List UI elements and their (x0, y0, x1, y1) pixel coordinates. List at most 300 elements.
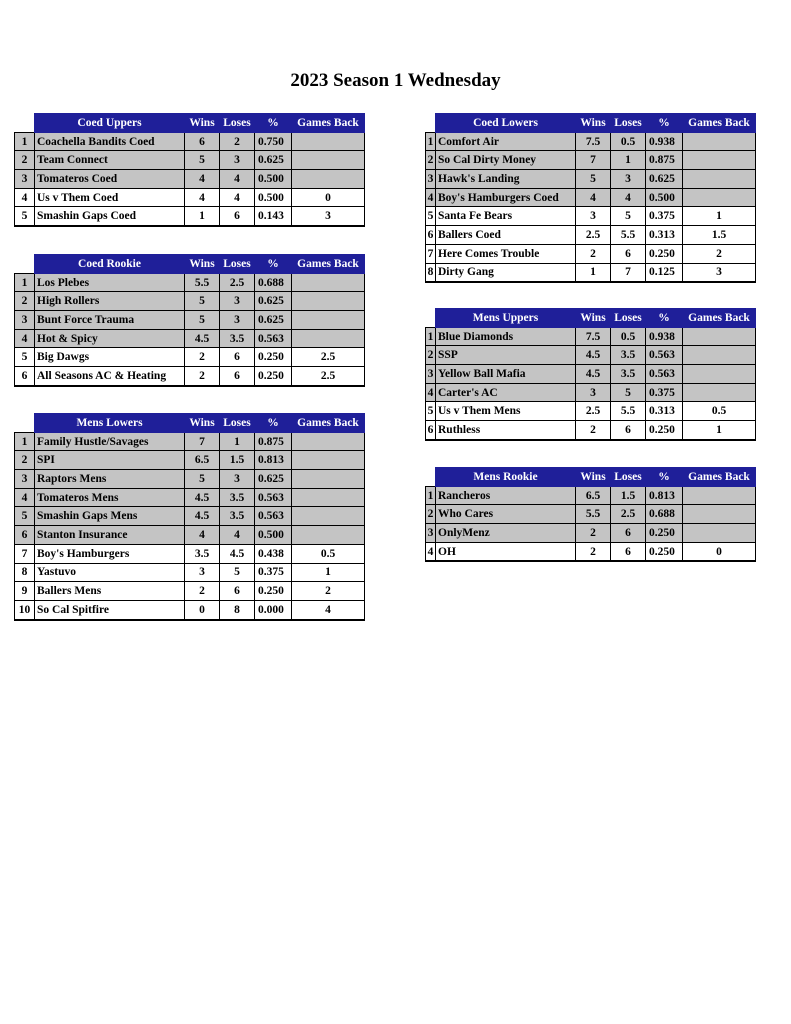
rank-cell: 5 (15, 207, 35, 226)
rank-cell: 9 (15, 582, 35, 601)
games-back-cell: 3 (683, 263, 756, 282)
table-row (15, 544, 365, 563)
header-row (426, 309, 756, 328)
team-name-cell: Family Hustle/Savages (35, 432, 185, 451)
pct-cell: 0.313 (646, 226, 683, 245)
pct-header: % (646, 114, 683, 133)
team-name-cell: Coachella Bandits Coed (35, 132, 185, 151)
standings-coed-uppers (14, 113, 365, 227)
rank-cell: 7 (15, 544, 35, 563)
team-name-cell: Smashin Gaps Mens (35, 507, 185, 526)
pct-cell: 0.625 (255, 292, 292, 311)
table-row (426, 542, 756, 561)
team-name-cell: Smashin Gaps Coed (35, 207, 185, 226)
pct-cell: 0.143 (255, 207, 292, 226)
rank-cell: 1 (15, 273, 35, 292)
loses-cell: 3 (220, 470, 255, 489)
loses-cell: 3.5 (220, 329, 255, 348)
header-row (15, 255, 365, 274)
wins-cell: 4 (185, 170, 220, 189)
loses-cell: 2.5 (611, 505, 646, 524)
games-back-cell (292, 292, 365, 311)
table-row (15, 600, 365, 619)
pct-cell: 0.563 (646, 346, 683, 365)
team-name-cell: Santa Fe Bears (436, 207, 576, 226)
wins-cell: 5.5 (576, 505, 611, 524)
pct-cell: 0.625 (255, 151, 292, 170)
team-name-cell: Tomateros Coed (35, 170, 185, 189)
loses-cell: 5 (611, 383, 646, 402)
rank-cell: 5 (15, 507, 35, 526)
loses-cell: 6 (611, 524, 646, 543)
rank-cell: 5 (426, 402, 436, 421)
games-back-cell (292, 526, 365, 545)
table-row (426, 207, 756, 226)
rank-cell: 6 (426, 421, 436, 440)
pct-cell: 0.250 (646, 524, 683, 543)
games-back-cell (683, 486, 756, 505)
table-row (15, 292, 365, 311)
games-back-cell (683, 132, 756, 151)
rank-cell: 6 (426, 226, 436, 245)
pct-cell: 0.688 (646, 505, 683, 524)
pct-header: % (255, 414, 292, 433)
team-name-cell: So Cal Dirty Money (436, 151, 576, 170)
loses-cell: 1 (220, 432, 255, 451)
pct-header: % (646, 309, 683, 328)
rank-cell: 6 (15, 526, 35, 545)
loses-cell: 6 (220, 582, 255, 601)
rank-header (15, 114, 35, 133)
standings-coed-rookie (14, 254, 365, 387)
games-back-cell (683, 524, 756, 543)
wins-cell: 2.5 (576, 402, 611, 421)
loses-header: Loses (220, 255, 255, 274)
team-name-cell: Stanton Insurance (35, 526, 185, 545)
pct-cell: 0.938 (646, 132, 683, 151)
team-name-cell: Los Plebes (35, 273, 185, 292)
loses-header: Loses (220, 114, 255, 133)
games-back-cell (683, 383, 756, 402)
rank-cell: 4 (15, 488, 35, 507)
standings-mens-lowers (14, 413, 365, 621)
pct-cell: 0.500 (255, 526, 292, 545)
wins-cell: 3 (576, 383, 611, 402)
rank-cell: 2 (426, 151, 436, 170)
pct-cell: 0.500 (255, 188, 292, 207)
wins-cell: 4 (185, 188, 220, 207)
games-back-cell: 0 (683, 542, 756, 561)
table-row (15, 311, 365, 330)
loses-cell: 4 (611, 188, 646, 207)
table-row (15, 488, 365, 507)
loses-cell: 3 (611, 170, 646, 189)
pct-cell: 0.625 (255, 311, 292, 330)
rank-cell: 1 (426, 486, 436, 505)
wins-cell: 5 (185, 292, 220, 311)
table-row (15, 526, 365, 545)
loses-header: Loses (611, 114, 646, 133)
division-name: Mens Uppers (436, 309, 576, 328)
games-back-cell: 2.5 (292, 348, 365, 367)
team-name-cell: OnlyMenz (436, 524, 576, 543)
pct-cell: 0.750 (255, 132, 292, 151)
wins-cell: 4.5 (576, 365, 611, 384)
games-back-cell: 4 (292, 600, 365, 619)
table-row (15, 582, 365, 601)
team-name-cell: Big Dawgs (35, 348, 185, 367)
division-name: Mens Rookie (436, 468, 576, 487)
loses-cell: 1 (611, 151, 646, 170)
team-name-cell: Yellow Ball Mafia (436, 365, 576, 384)
rank-cell: 4 (426, 542, 436, 561)
table-row (426, 170, 756, 189)
wins-cell: 2 (576, 524, 611, 543)
rank-cell: 1 (15, 432, 35, 451)
games-back-cell (683, 505, 756, 524)
wins-cell: 5 (185, 151, 220, 170)
team-name-cell: Comfort Air (436, 132, 576, 151)
games-back-cell (683, 188, 756, 207)
table-row (15, 367, 365, 386)
games-back-cell: 2 (292, 582, 365, 601)
table-row (426, 226, 756, 245)
loses-cell: 0.5 (611, 132, 646, 151)
pct-cell: 0.250 (255, 582, 292, 601)
rank-cell: 2 (15, 151, 35, 170)
wins-cell: 7 (185, 432, 220, 451)
rank-cell: 8 (15, 563, 35, 582)
team-name-cell: Dirty Gang (436, 263, 576, 282)
pct-cell: 0.875 (646, 151, 683, 170)
games-back-cell: 2.5 (292, 367, 365, 386)
games-back-cell (292, 451, 365, 470)
games-back-cell (292, 470, 365, 489)
wins-header: Wins (576, 309, 611, 328)
team-name-cell: Boy's Hamburgers Coed (436, 188, 576, 207)
table-row (15, 273, 365, 292)
team-name-cell: Raptors Mens (35, 470, 185, 489)
wins-cell: 4.5 (576, 346, 611, 365)
table-row (426, 421, 756, 440)
standings-coed-lowers (425, 113, 756, 283)
games-back-cell: 3 (292, 207, 365, 226)
pct-cell: 0.625 (255, 470, 292, 489)
games-back-cell: 0.5 (683, 402, 756, 421)
loses-cell: 5 (611, 207, 646, 226)
wins-cell: 2 (576, 244, 611, 263)
team-name-cell: Ruthless (436, 421, 576, 440)
pct-cell: 0.875 (255, 432, 292, 451)
wins-cell: 2 (576, 421, 611, 440)
table-row (15, 170, 365, 189)
table-row (426, 402, 756, 421)
table-row (15, 151, 365, 170)
loses-cell: 3 (220, 311, 255, 330)
table-row (426, 346, 756, 365)
games-back-cell (292, 311, 365, 330)
wins-cell: 4.5 (185, 488, 220, 507)
wins-cell: 3 (185, 563, 220, 582)
team-name-cell: Us v Them Mens (436, 402, 576, 421)
loses-cell: 2 (220, 132, 255, 151)
rank-cell: 7 (426, 244, 436, 263)
loses-cell: 6 (220, 348, 255, 367)
pct-cell: 0.375 (646, 383, 683, 402)
games-back-cell (292, 170, 365, 189)
pct-cell: 0.563 (255, 329, 292, 348)
pct-cell: 0.313 (646, 402, 683, 421)
loses-header: Loses (220, 414, 255, 433)
table-row (426, 151, 756, 170)
table-row (15, 507, 365, 526)
wins-cell: 1 (185, 207, 220, 226)
rank-cell: 3 (426, 524, 436, 543)
games-back-cell: 0.5 (292, 544, 365, 563)
pct-cell: 0.500 (255, 170, 292, 189)
rank-cell: 4 (426, 188, 436, 207)
games-back-header: Games Back (292, 414, 365, 433)
wins-header: Wins (185, 114, 220, 133)
rank-cell: 1 (426, 327, 436, 346)
pct-cell: 0.688 (255, 273, 292, 292)
pct-header: % (255, 114, 292, 133)
rank-cell: 6 (15, 367, 35, 386)
rank-cell: 10 (15, 600, 35, 619)
team-name-cell: Blue Diamonds (436, 327, 576, 346)
table-row (15, 348, 365, 367)
pct-cell: 0.563 (646, 365, 683, 384)
loses-cell: 1.5 (220, 451, 255, 470)
team-name-cell: Rancheros (436, 486, 576, 505)
games-back-cell (292, 507, 365, 526)
header-row (15, 114, 365, 133)
team-name-cell: Carter's AC (436, 383, 576, 402)
team-name-cell: Here Comes Trouble (436, 244, 576, 263)
loses-cell: 3.5 (220, 488, 255, 507)
rank-cell: 3 (15, 311, 35, 330)
page-title: 2023 Season 1 Wednesday (290, 70, 501, 91)
pct-cell: 0.500 (646, 188, 683, 207)
games-back-cell (292, 432, 365, 451)
pct-cell: 0.250 (646, 244, 683, 263)
games-back-header: Games Back (683, 114, 756, 133)
rank-cell: 3 (426, 365, 436, 384)
games-back-cell (683, 327, 756, 346)
loses-cell: 6 (611, 542, 646, 561)
rank-header (15, 255, 35, 274)
loses-cell: 3.5 (611, 346, 646, 365)
wins-cell: 2 (185, 582, 220, 601)
header-row (426, 114, 756, 133)
table-row (426, 132, 756, 151)
loses-cell: 3.5 (220, 507, 255, 526)
games-back-header: Games Back (292, 114, 365, 133)
team-name-cell: Us v Them Coed (35, 188, 185, 207)
wins-cell: 6 (185, 132, 220, 151)
pct-cell: 0.375 (255, 563, 292, 582)
games-back-cell: 1 (292, 563, 365, 582)
table-row (15, 132, 365, 151)
wins-cell: 2 (576, 542, 611, 561)
wins-cell: 0 (185, 600, 220, 619)
header-row (426, 468, 756, 487)
pct-cell: 0.250 (646, 542, 683, 561)
games-back-cell (292, 151, 365, 170)
rank-header (15, 414, 35, 433)
games-back-header: Games Back (683, 309, 756, 328)
rank-cell: 2 (426, 505, 436, 524)
team-name-cell: So Cal Spitfire (35, 600, 185, 619)
wins-cell: 7.5 (576, 327, 611, 346)
games-back-cell (683, 151, 756, 170)
table-row (426, 263, 756, 282)
rank-cell: 2 (426, 346, 436, 365)
rank-cell: 3 (15, 170, 35, 189)
rank-cell: 3 (15, 470, 35, 489)
division-name: Coed Uppers (35, 114, 185, 133)
wins-header: Wins (185, 255, 220, 274)
pct-cell: 0.250 (255, 367, 292, 386)
wins-cell: 2 (185, 348, 220, 367)
wins-header: Wins (576, 114, 611, 133)
loses-cell: 3 (220, 292, 255, 311)
games-back-cell: 1 (683, 207, 756, 226)
team-name-cell: Hot & Spicy (35, 329, 185, 348)
team-name-cell: Team Connect (35, 151, 185, 170)
table-row (15, 329, 365, 348)
wins-cell: 4 (185, 526, 220, 545)
loses-cell: 0.5 (611, 327, 646, 346)
loses-cell: 6 (611, 244, 646, 263)
loses-cell: 4 (220, 526, 255, 545)
loses-cell: 7 (611, 263, 646, 282)
rank-cell: 4 (426, 383, 436, 402)
team-name-cell: Hawk's Landing (436, 170, 576, 189)
wins-cell: 5 (576, 170, 611, 189)
pct-cell: 0.000 (255, 600, 292, 619)
division-name: Coed Rookie (35, 255, 185, 274)
table-row (426, 327, 756, 346)
rank-cell: 1 (426, 132, 436, 151)
table-row (426, 365, 756, 384)
table-row (426, 505, 756, 524)
rank-cell: 5 (15, 348, 35, 367)
pct-cell: 0.250 (255, 348, 292, 367)
wins-cell: 5 (185, 470, 220, 489)
team-name-cell: SPI (35, 451, 185, 470)
wins-cell: 3.5 (185, 544, 220, 563)
team-name-cell: Bunt Force Trauma (35, 311, 185, 330)
wins-header: Wins (185, 414, 220, 433)
pct-cell: 0.813 (255, 451, 292, 470)
rank-cell: 1 (15, 132, 35, 151)
games-back-cell (292, 329, 365, 348)
team-name-cell: SSP (436, 346, 576, 365)
loses-header: Loses (611, 309, 646, 328)
loses-cell: 6 (611, 421, 646, 440)
loses-cell: 5 (220, 563, 255, 582)
wins-cell: 3 (576, 207, 611, 226)
wins-cell: 2 (185, 367, 220, 386)
rank-cell: 2 (15, 451, 35, 470)
table-row (426, 524, 756, 543)
table-row (15, 432, 365, 451)
team-name-cell: Who Cares (436, 505, 576, 524)
team-name-cell: All Seasons AC & Heating (35, 367, 185, 386)
wins-cell: 4 (576, 188, 611, 207)
games-back-cell (292, 132, 365, 151)
pct-cell: 0.938 (646, 327, 683, 346)
pct-cell: 0.438 (255, 544, 292, 563)
standings-mens-uppers (425, 308, 756, 441)
games-back-cell: 2 (683, 244, 756, 263)
loses-cell: 5.5 (611, 402, 646, 421)
standings-mens-rookie (425, 467, 756, 562)
team-name-cell: OH (436, 542, 576, 561)
wins-cell: 7 (576, 151, 611, 170)
team-name-cell: Ballers Coed (436, 226, 576, 245)
wins-cell: 4.5 (185, 329, 220, 348)
games-back-cell: 1 (683, 421, 756, 440)
rank-cell: 5 (426, 207, 436, 226)
loses-cell: 2.5 (220, 273, 255, 292)
loses-cell: 4 (220, 188, 255, 207)
wins-header: Wins (576, 468, 611, 487)
pct-cell: 0.563 (255, 507, 292, 526)
rank-header (426, 114, 436, 133)
loses-cell: 6 (220, 207, 255, 226)
rank-cell: 8 (426, 263, 436, 282)
games-back-cell (683, 346, 756, 365)
games-back-header: Games Back (683, 468, 756, 487)
pct-cell: 0.625 (646, 170, 683, 189)
table-row (15, 470, 365, 489)
pct-header: % (646, 468, 683, 487)
wins-cell: 7.5 (576, 132, 611, 151)
table-row (426, 383, 756, 402)
rank-cell: 4 (15, 329, 35, 348)
table-row (426, 188, 756, 207)
pct-cell: 0.375 (646, 207, 683, 226)
wins-cell: 2.5 (576, 226, 611, 245)
rank-cell: 3 (426, 170, 436, 189)
team-name-cell: Yastuvo (35, 563, 185, 582)
rank-cell: 4 (15, 188, 35, 207)
wins-cell: 5 (185, 311, 220, 330)
games-back-cell (683, 365, 756, 384)
games-back-cell (683, 170, 756, 189)
loses-cell: 3 (220, 151, 255, 170)
pct-cell: 0.125 (646, 263, 683, 282)
table-row (15, 188, 365, 207)
games-back-cell: 0 (292, 188, 365, 207)
wins-cell: 4.5 (185, 507, 220, 526)
rank-cell: 2 (15, 292, 35, 311)
team-name-cell: Tomateros Mens (35, 488, 185, 507)
wins-cell: 6.5 (185, 451, 220, 470)
table-row (426, 244, 756, 263)
games-back-header: Games Back (292, 255, 365, 274)
pct-cell: 0.250 (646, 421, 683, 440)
loses-header: Loses (611, 468, 646, 487)
loses-cell: 3.5 (611, 365, 646, 384)
team-name-cell: Boy's Hamburgers (35, 544, 185, 563)
table-row (15, 451, 365, 470)
games-back-cell: 1.5 (683, 226, 756, 245)
pct-header: % (255, 255, 292, 274)
pct-cell: 0.813 (646, 486, 683, 505)
